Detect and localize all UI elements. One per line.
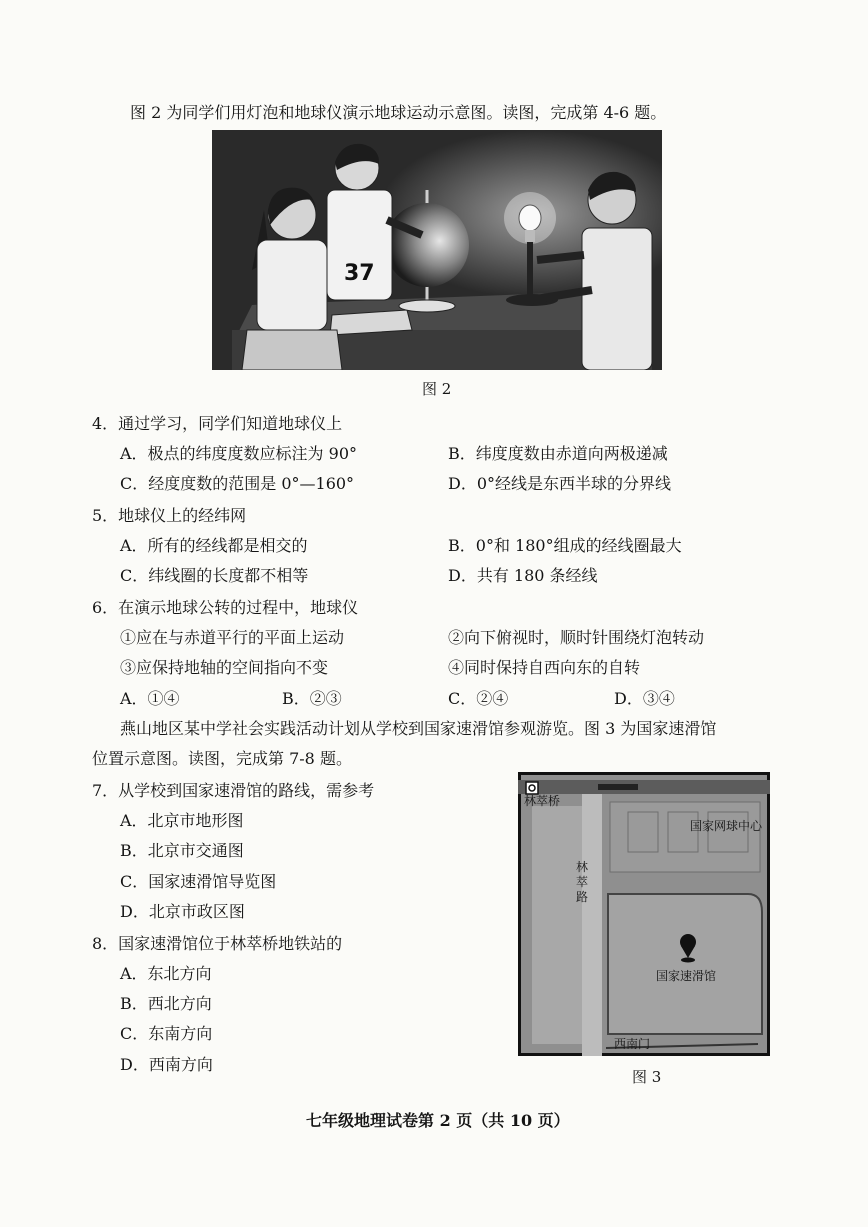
q6-option-a[interactable]: A．①④ [120,689,180,708]
q8-option-a[interactable]: A．东北方向 [120,964,212,983]
figure-3-map [518,772,770,1056]
intro-7-8-line1: 燕山地区某中学社会实践活动计划从学校到国家速滑馆参观游览。图 3 为国家速滑馆 [120,719,717,738]
q7-option-a[interactable]: A．北京市地形图 [120,811,244,830]
label-tennis-center: 国家网球中心 [690,819,763,833]
q8-option-d[interactable]: D．西南方向 [120,1055,213,1074]
q7-option-d[interactable]: D．北京市政区图 [120,902,245,921]
label-road: 林萃路 [576,860,589,904]
label-bridge: 林萃桥 [524,794,561,808]
q4-option-d[interactable]: D．0°经线是东西半球的分界线 [448,474,672,493]
shirt-number: 37 [344,261,375,286]
figure-3-caption: 图 3 [632,1068,662,1086]
question-7-stem: 7．从学校到国家速滑馆的路线，需参考 [92,781,375,800]
q6-option-b[interactable]: B．②③ [282,689,342,708]
q4-option-b[interactable]: B．纬度度数由赤道向两极递减 [448,444,668,463]
subway-icon [526,782,538,794]
q6-statement-1: ①应在与赤道平行的平面上运动 [120,628,345,647]
question-6-stem: 6．在演示地球公转的过程中，地球仪 [92,598,359,617]
q6-statement-3: ③应保持地轴的空间指向不变 [120,658,329,677]
q8-option-b[interactable]: B．西北方向 [120,994,212,1013]
label-venue: 国家速滑馆 [656,969,717,983]
q6-option-d[interactable]: D．③④ [614,689,675,708]
intro-4-6: 图 2 为同学们用灯泡和地球仪演示地球运动示意图。读图，完成第 4-6 题。 [130,103,667,122]
q5-option-a[interactable]: A．所有的经线都是相交的 [120,536,308,555]
q7-option-c[interactable]: C．国家速滑馆导览图 [120,872,277,891]
q7-option-b[interactable]: B．北京市交通图 [120,841,244,860]
q5-option-b[interactable]: B．0°和 180°组成的经线圈最大 [448,536,682,555]
q6-option-c[interactable]: C．②④ [448,689,509,708]
question-8-stem: 8．国家速滑馆位于林萃桥地铁站的 [92,934,343,953]
question-4-stem: 4．通过学习，同学们知道地球仪上 [92,414,343,433]
page-footer: 七年级地理试卷第 2 页（共 10 页） [306,1111,570,1130]
figure-2-image [212,130,662,370]
q6-statement-2: ②向下俯视时，顺时针围绕灯泡转动 [448,628,705,647]
q4-option-a[interactable]: A．极点的纬度度数应标注为 90° [120,444,358,463]
q8-option-c[interactable]: C．东南方向 [120,1024,213,1043]
label-gate: 西南门 [614,1037,651,1051]
figure-2-caption: 图 2 [422,380,452,398]
q6-statement-4: ④同时保持自西向东的自转 [448,658,641,677]
figure-2-illustration [212,130,662,370]
question-5-stem: 5．地球仪上的经纬网 [92,506,247,525]
q5-option-d[interactable]: D．共有 180 条经线 [448,566,598,585]
q5-option-c[interactable]: C．纬线圈的长度都不相等 [120,566,309,585]
intro-7-8-line2: 位置示意图。读图，完成第 7-8 题。 [92,749,352,768]
q4-option-c[interactable]: C．经度度数的范围是 0°—160° [120,474,355,493]
